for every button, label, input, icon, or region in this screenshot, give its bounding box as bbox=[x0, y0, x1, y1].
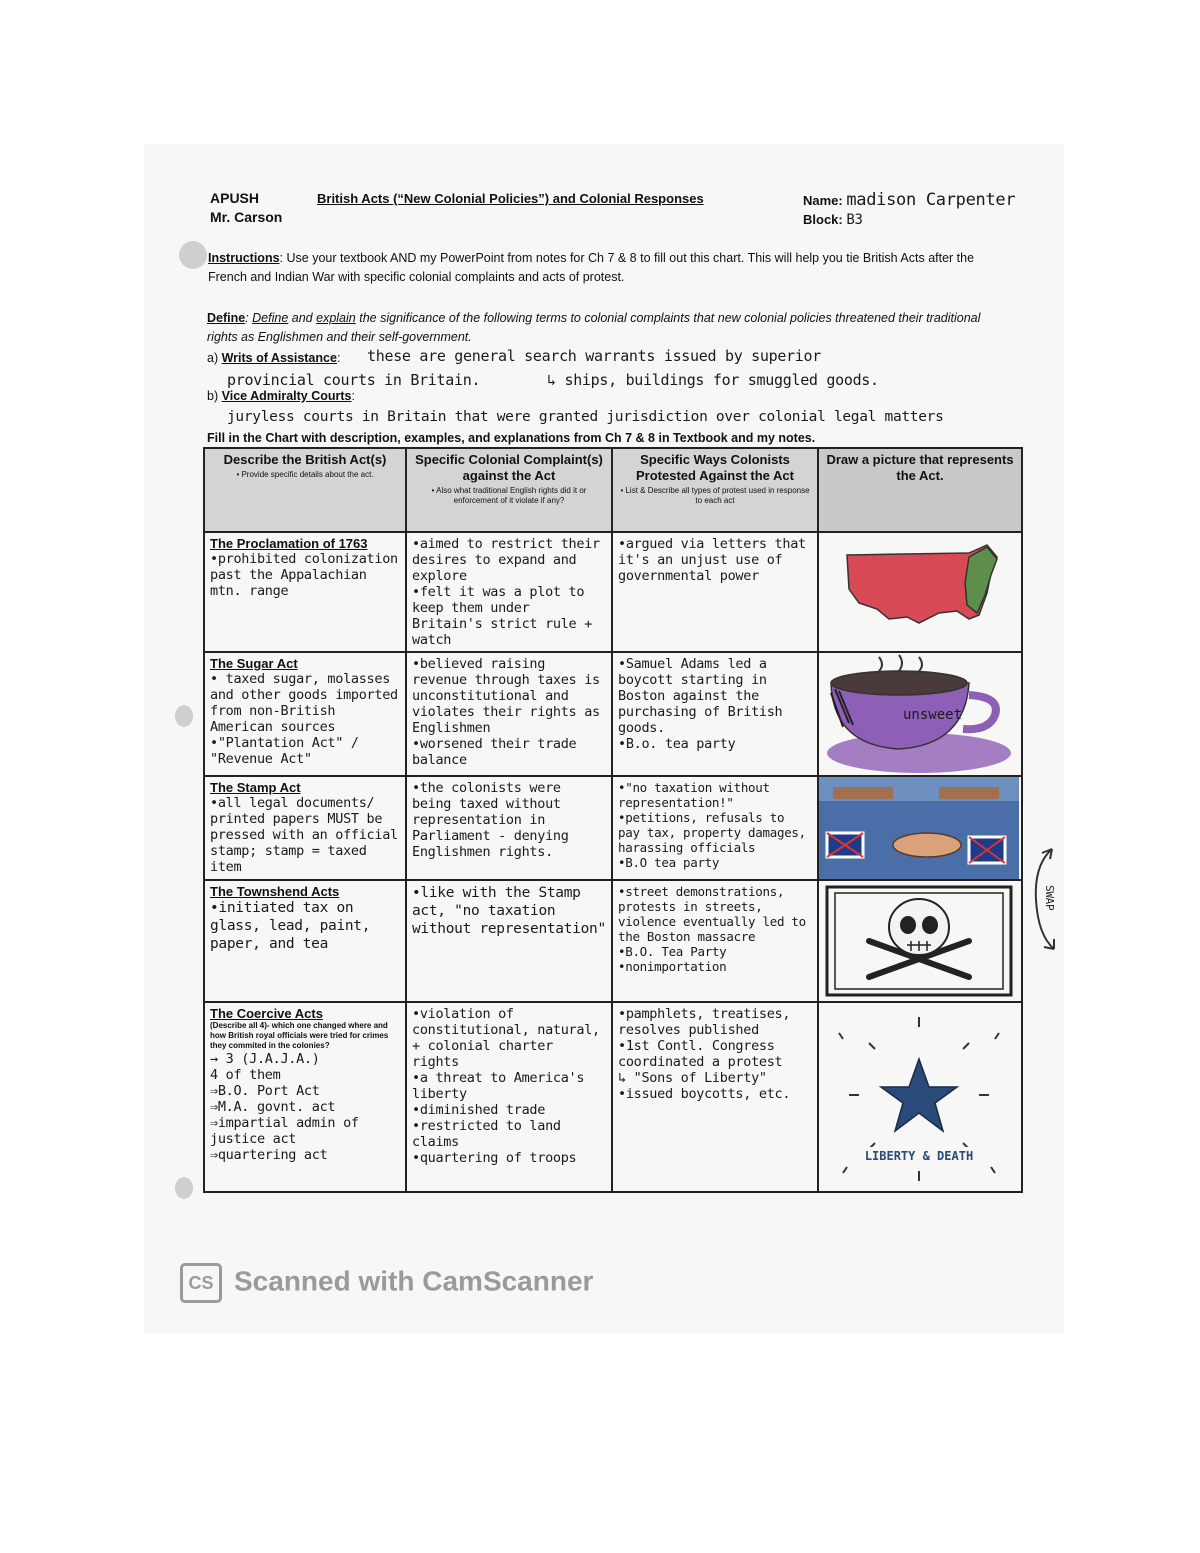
header-describe bbox=[204, 448, 406, 532]
define-label: Define bbox=[207, 311, 246, 325]
skull-eye bbox=[922, 916, 938, 934]
block-label: Block: bbox=[803, 212, 843, 227]
header-describe-sub: • Provide specific details about the act. bbox=[236, 470, 374, 479]
block-value: B3 bbox=[846, 212, 863, 228]
ship-far bbox=[833, 787, 893, 799]
camscanner-watermark bbox=[180, 1263, 593, 1303]
unsweet-label: unsweet bbox=[903, 707, 963, 723]
complaint-cell bbox=[406, 532, 612, 652]
us-map-drawing bbox=[819, 533, 1019, 651]
complaint-text: •aimed to restrict their desires to expand and explore •felt it was a plot to keep them under Britain's strict rule + watch bbox=[412, 536, 600, 648]
header-protest bbox=[612, 448, 818, 532]
term-b: b) Vice Admiralty Courts: bbox=[207, 389, 355, 403]
describe-cell bbox=[204, 652, 406, 776]
student-info bbox=[803, 191, 1015, 230]
protest-cell bbox=[612, 880, 818, 1002]
protest-cell bbox=[612, 532, 818, 652]
complaint-text: •the colonists were being taxed without representation in Parliament - denying Englishmen rights. bbox=[412, 780, 569, 860]
describe-cell bbox=[204, 1002, 406, 1192]
teacup-drawing bbox=[819, 653, 1019, 775]
define-word: Define bbox=[252, 311, 289, 325]
steam bbox=[879, 655, 922, 671]
header-protest-title: Specific Ways Colonists Protested Against the Act bbox=[636, 452, 794, 483]
complaint-cell bbox=[406, 880, 612, 1002]
ships-drawing bbox=[819, 777, 1019, 879]
term-a-label: Writs of Assistance bbox=[221, 351, 337, 365]
term-b-prefix: b) bbox=[207, 389, 219, 403]
picture-cell bbox=[818, 880, 1022, 1002]
course-name: APUSH bbox=[210, 190, 260, 206]
protest-text: •"no taxation without representation!" •petitions, refusals to pay tax, property damages, harassing officials •B.O tea party bbox=[618, 780, 806, 870]
name-label: Name: bbox=[803, 193, 843, 208]
act-name: The Stamp Act bbox=[210, 780, 301, 795]
complaint-cell bbox=[406, 652, 612, 776]
acts-chart bbox=[203, 447, 1023, 1193]
header-protest-sub: • List & Describe all types of protest used in response to each act bbox=[620, 486, 810, 505]
complaint-text: •believed raising revenue through taxes is unconstitutional and violates their rights as Englishmen •worsened their trade balance bbox=[412, 656, 600, 768]
describe-cell bbox=[204, 880, 406, 1002]
term-a-prefix: a) bbox=[207, 351, 219, 365]
describe-cell bbox=[204, 532, 406, 652]
instructions-label: Instructions bbox=[208, 251, 280, 265]
star bbox=[881, 1059, 957, 1131]
header-describe-title: Describe the British Act(s) bbox=[223, 452, 387, 467]
term-a-answer-line1: these are general search warrants issued by superior bbox=[367, 347, 822, 365]
table-row bbox=[204, 532, 1022, 652]
binder-hole bbox=[179, 241, 207, 269]
cup-tea bbox=[831, 671, 967, 695]
term-a-answer-line3: ↳ ships, buildings for smuggled goods. bbox=[547, 371, 879, 389]
protest-text: •Samuel Adams led a boycott starting in Boston against the purchasing of British goods. •B.o. tea party bbox=[618, 656, 783, 752]
header-complaint-title: Specific Colonial Complaint(s) against the Act bbox=[415, 452, 603, 483]
table-row bbox=[204, 1002, 1022, 1192]
describe-text: → 3 (J.A.J.A.) 4 of them ⇒B.O. Port Act ⇒M.A. govnt. act ⇒impartial admin of justice act ⇒quartering act bbox=[210, 1051, 359, 1163]
picture-cell bbox=[818, 776, 1022, 880]
act-name: The Sugar Act bbox=[210, 656, 298, 671]
define-text: the significance of the following terms to colonial complaints that new colonial policies threatened their traditional rights as Englishmen and their self-government. bbox=[207, 311, 981, 344]
header-complaint bbox=[406, 448, 612, 532]
term-a: a) Writs of Assistance: bbox=[207, 351, 341, 365]
protest-text: •pamphlets, treatises, resolves published •1st Contl. Congress coordinated a protest ↳ "Sons of Liberty" •issued boycotts, etc. bbox=[618, 1006, 791, 1102]
describe-text: •prohibited colonization past the Appalachian mtn. range bbox=[210, 551, 398, 599]
cup-handle bbox=[963, 695, 996, 729]
describe-text: • taxed sugar, molasses and other goods imported from non-British American sources •"Plantation Act" / "Revenue Act" bbox=[210, 671, 398, 767]
tea-crate bbox=[893, 833, 961, 857]
worksheet-page bbox=[145, 145, 1063, 1332]
picture-cell bbox=[818, 652, 1022, 776]
binder-hole bbox=[175, 705, 193, 727]
act-name: The Proclamation of 1763 bbox=[210, 536, 368, 551]
page-title: British Acts (“New Colonial Policies”) and Colonial Responses bbox=[317, 191, 704, 206]
table-row bbox=[204, 776, 1022, 880]
table-row bbox=[204, 652, 1022, 776]
table-row bbox=[204, 880, 1022, 1002]
skull-eye bbox=[900, 916, 916, 934]
explain-word: explain bbox=[316, 311, 356, 325]
picture-cell bbox=[818, 1002, 1022, 1192]
define-instruction: Define: Define and explain the significance of the following terms to colonial complaints that new colonial policies threatened their traditional rights as Englishmen and their self-government. bbox=[207, 311, 981, 344]
instructions bbox=[208, 249, 1008, 287]
complaint-cell bbox=[406, 776, 612, 880]
swap-margin-note bbox=[1030, 845, 1060, 958]
fill-instruction: Fill in the Chart with description, examples, and explanations from Ch 7 & 8 in Textbook and my notes. bbox=[207, 431, 816, 445]
liberty-star-drawing bbox=[819, 1003, 1019, 1191]
describe-cell bbox=[204, 776, 406, 880]
header-complaint-sub: • Also what traditional English rights did it or enforcement of it violate if any? bbox=[431, 486, 587, 505]
ship-far bbox=[939, 787, 999, 799]
complaint-text: •violation of constitutional, natural, + colonial charter rights •a threat to America's liberty •diminished trade •restricted to land claims •quartering of troops bbox=[412, 1006, 600, 1166]
protest-cell bbox=[612, 1002, 818, 1192]
instructions-text: : Use your textbook AND my PowerPoint from notes for Ch 7 & 8 to fill out this chart. This will help you tie British Acts after the French and Indian War with specific colonial complaints and acts of protest. bbox=[208, 251, 975, 284]
camscanner-logo: CS bbox=[180, 1263, 222, 1303]
protest-text: •street demonstrations, protests in streets, violence eventually led to the Boston massacre •B.O. Tea Party •nonimportation bbox=[618, 884, 806, 974]
term-a-answer-line2: provincial courts in Britain. bbox=[227, 371, 481, 389]
binder-hole bbox=[175, 1177, 193, 1199]
protest-text: •argued via letters that it's an unjust use of governmental power bbox=[618, 536, 806, 584]
course-info bbox=[210, 189, 282, 227]
teacher-name: Mr. Carson bbox=[210, 209, 283, 225]
term-b-label: Vice Admiralty Courts bbox=[221, 389, 352, 403]
name-value: madison Carpenter bbox=[846, 190, 1016, 210]
act-name: The Townshend Acts bbox=[210, 884, 340, 899]
and-word: and bbox=[291, 311, 313, 325]
describe-text: •initiated tax on glass, lead, paint, paper, and tea bbox=[210, 900, 371, 952]
complaint-cell bbox=[406, 1002, 612, 1192]
describe-text: •all legal documents/ printed papers MUST be pressed with an official stamp; stamp = taxed item bbox=[210, 795, 398, 875]
complaint-text: •like with the Stamp act, "no taxation without representation" bbox=[412, 885, 606, 937]
swap-text: SWAP bbox=[1043, 885, 1056, 911]
skull-teeth bbox=[907, 941, 931, 951]
act-name: The Coercive Acts bbox=[210, 1006, 323, 1021]
header-picture bbox=[818, 448, 1022, 532]
protest-cell bbox=[612, 652, 818, 776]
protest-cell bbox=[612, 776, 818, 880]
header-picture-title: Draw a picture that represents the Act. bbox=[826, 452, 1014, 483]
liberty-death-label: LIBERTY & DEATH bbox=[864, 1149, 974, 1163]
header-row bbox=[204, 448, 1022, 532]
swap-arrow-icon bbox=[1030, 845, 1060, 955]
skull-drawing bbox=[819, 881, 1019, 1001]
act-note: (Describe all 4)- which one changed where and how British royal officials were tried for crimes they commited in the colonies? bbox=[210, 1021, 389, 1050]
term-b-answer: juryless courts in Britain that were granted jurisdiction over colonial legal matters bbox=[227, 409, 944, 425]
map-east-coast bbox=[965, 547, 997, 613]
picture-cell bbox=[818, 532, 1022, 652]
camscanner-text: Scanned with CamScanner bbox=[234, 1265, 594, 1297]
